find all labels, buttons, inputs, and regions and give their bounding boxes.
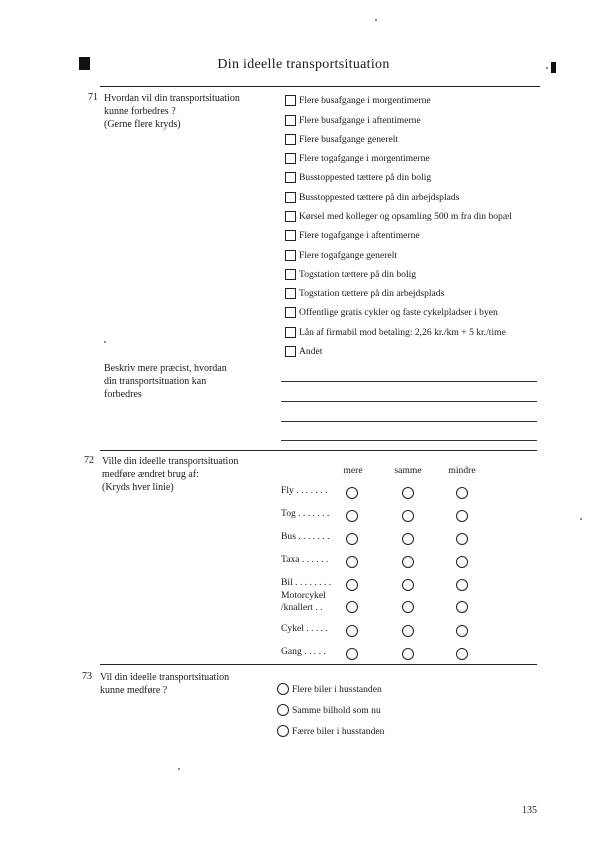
radio-button[interactable]	[277, 683, 289, 695]
radio-mere[interactable]	[346, 487, 358, 499]
option-checkbox[interactable]	[285, 192, 459, 203]
radio-samme[interactable]	[402, 510, 414, 522]
radio-mindre[interactable]	[456, 648, 468, 660]
checkbox[interactable]	[285, 250, 296, 261]
option-checkbox[interactable]	[285, 211, 512, 222]
option-checkbox[interactable]	[285, 134, 398, 145]
radio-mere[interactable]	[346, 625, 358, 637]
option-checkbox[interactable]	[285, 288, 444, 299]
option-radio[interactable]	[277, 725, 384, 737]
speck	[375, 19, 377, 21]
radio-mere[interactable]	[346, 556, 358, 568]
checkbox[interactable]	[285, 172, 296, 183]
option-checkbox[interactable]	[285, 269, 416, 280]
header-rule	[100, 86, 540, 87]
radio-mindre[interactable]	[456, 579, 468, 591]
option-radio[interactable]	[277, 704, 381, 716]
option-checkbox[interactable]	[285, 172, 431, 183]
checkbox[interactable]	[285, 327, 296, 338]
speck	[546, 67, 548, 69]
radio-mindre[interactable]	[456, 601, 468, 613]
radio-mindre[interactable]	[456, 487, 468, 499]
option-checkbox[interactable]	[285, 230, 420, 241]
free-text-line[interactable]	[281, 440, 537, 441]
row-label-taxa: Taxa . . . . . .	[281, 554, 329, 565]
row-label-cykel: Cykel . . . . .	[281, 623, 328, 634]
row-label-knallert: /knallert . .	[281, 602, 323, 613]
option-label: Kørsel med kolleger og opsamling 500 m fra din bopæl	[299, 211, 512, 222]
describe-line-3: forbedres	[104, 389, 142, 400]
checkbox[interactable]	[285, 288, 296, 299]
radio-samme[interactable]	[402, 556, 414, 568]
checkbox[interactable]	[285, 269, 296, 280]
radio-samme[interactable]	[402, 533, 414, 545]
speck	[580, 518, 582, 520]
page-number: 135	[522, 805, 537, 816]
free-text-line[interactable]	[281, 421, 537, 422]
radio-button[interactable]	[277, 725, 289, 737]
question-number-73: 73	[82, 671, 92, 682]
describe-label	[104, 362, 227, 401]
option-label: Samme bilhold som nu	[292, 704, 381, 716]
radio-mindre[interactable]	[456, 533, 468, 545]
radio-mere[interactable]	[346, 601, 358, 613]
radio-mere[interactable]	[346, 579, 358, 591]
question-71-instruction: (Gerne flere kryds)	[104, 119, 181, 130]
row-label-tog: Tog . . . . . . .	[281, 508, 330, 519]
describe-line-2: din transportsituation kan	[104, 376, 207, 387]
option-label: Busstoppested tættere på din bolig	[299, 172, 432, 183]
checkbox[interactable]	[285, 115, 296, 126]
checkbox[interactable]	[285, 230, 296, 241]
question-72-instruction: (Kryds hver linie)	[102, 482, 174, 493]
option-label: Togstation tættere på din arbejdsplads	[299, 288, 445, 299]
radio-mere[interactable]	[346, 510, 358, 522]
option-label: Lån af firmabil mod betaling: 2,26 kr./km + 5 kr./time	[299, 327, 506, 338]
row-label-fly: Fly . . . . . . .	[281, 485, 328, 496]
option-label: Togstation tættere på din bolig	[299, 269, 417, 280]
option-label: Offentlige gratis cykler og faste cykelpladser i byen	[299, 307, 498, 318]
free-text-line[interactable]	[281, 381, 537, 382]
radio-samme[interactable]	[402, 601, 414, 613]
row-label-bus: Bus . . . . . . .	[281, 531, 330, 542]
option-label: Andet	[299, 346, 323, 357]
radio-mindre[interactable]	[456, 510, 468, 522]
option-label: Flere busafgange generelt	[299, 134, 399, 145]
radio-mere[interactable]	[346, 533, 358, 545]
radio-samme[interactable]	[402, 648, 414, 660]
radio-mere[interactable]	[346, 648, 358, 660]
option-checkbox[interactable]	[285, 153, 430, 164]
radio-mindre[interactable]	[456, 556, 468, 568]
question-73-line-1: Vil din ideelle transportsituation	[100, 672, 230, 683]
row-label-bil: Bil . . . . . . . .	[281, 577, 332, 588]
radio-samme[interactable]	[402, 487, 414, 499]
free-text-line[interactable]	[281, 401, 537, 402]
checkbox[interactable]	[285, 192, 296, 203]
checkbox[interactable]	[285, 134, 296, 145]
option-label: Flere togafgange i aftentimerne	[299, 230, 420, 241]
checkbox[interactable]	[285, 307, 296, 318]
question-number-72: 72	[84, 455, 94, 466]
speck	[178, 768, 180, 770]
radio-samme[interactable]	[402, 625, 414, 637]
option-checkbox[interactable]	[285, 327, 506, 338]
question-71-line-2: kunne forbedres ?	[104, 106, 176, 117]
speck	[104, 341, 106, 343]
row-label-gang: Gang . . . . .	[281, 646, 326, 657]
page-title: Din ideelle transportsituation	[217, 57, 390, 72]
section-rule	[100, 664, 537, 665]
option-label: Færre biler i husstanden	[292, 725, 385, 737]
section-rule	[100, 450, 537, 451]
checkbox[interactable]	[285, 95, 296, 106]
checkbox[interactable]	[285, 211, 296, 222]
question-72-text	[102, 455, 238, 494]
column-header-mere: mere	[343, 465, 363, 476]
option-label: Flere busafgange i morgentimerne	[299, 95, 431, 106]
describe-line-1: Beskriv mere præcist, hvordan	[104, 363, 227, 374]
option-label: Flere biler i husstanden	[292, 683, 382, 695]
question-number-71: 71	[88, 92, 98, 103]
option-radio[interactable]	[277, 683, 382, 695]
header-marker-right	[551, 62, 556, 73]
radio-mindre[interactable]	[456, 625, 468, 637]
question-73-line-2: kunne medføre ?	[100, 685, 168, 696]
row-label-motorcykel: Motorcykel	[281, 590, 326, 601]
option-label: Flere togafgange i morgentimerne	[299, 153, 430, 164]
option-checkbox[interactable]	[285, 95, 431, 106]
column-header-samme: samme	[394, 465, 422, 476]
question-72-line-1: Ville din ideelle transportsituation	[102, 456, 239, 467]
option-checkbox[interactable]	[285, 250, 397, 261]
option-checkbox[interactable]	[285, 307, 498, 318]
radio-samme[interactable]	[402, 579, 414, 591]
column-header-mindre: mindre	[448, 465, 476, 476]
option-checkbox[interactable]	[285, 115, 421, 126]
question-71-text	[104, 92, 240, 131]
question-72-line-2: medføre ændret brug af:	[102, 469, 199, 480]
checkbox[interactable]	[285, 153, 296, 164]
checkbox[interactable]	[285, 346, 296, 357]
option-label: Flere busafgange i aftentimerne	[299, 115, 421, 126]
option-label: Busstoppested tættere på din arbejdsplads	[299, 192, 460, 203]
radio-button[interactable]	[277, 704, 289, 716]
option-checkbox[interactable]	[285, 346, 322, 357]
question-71-line-1: Hvordan vil din transportsituation	[104, 93, 240, 104]
option-label: Flere togafgange generelt	[299, 250, 398, 261]
question-73-text	[100, 671, 229, 697]
